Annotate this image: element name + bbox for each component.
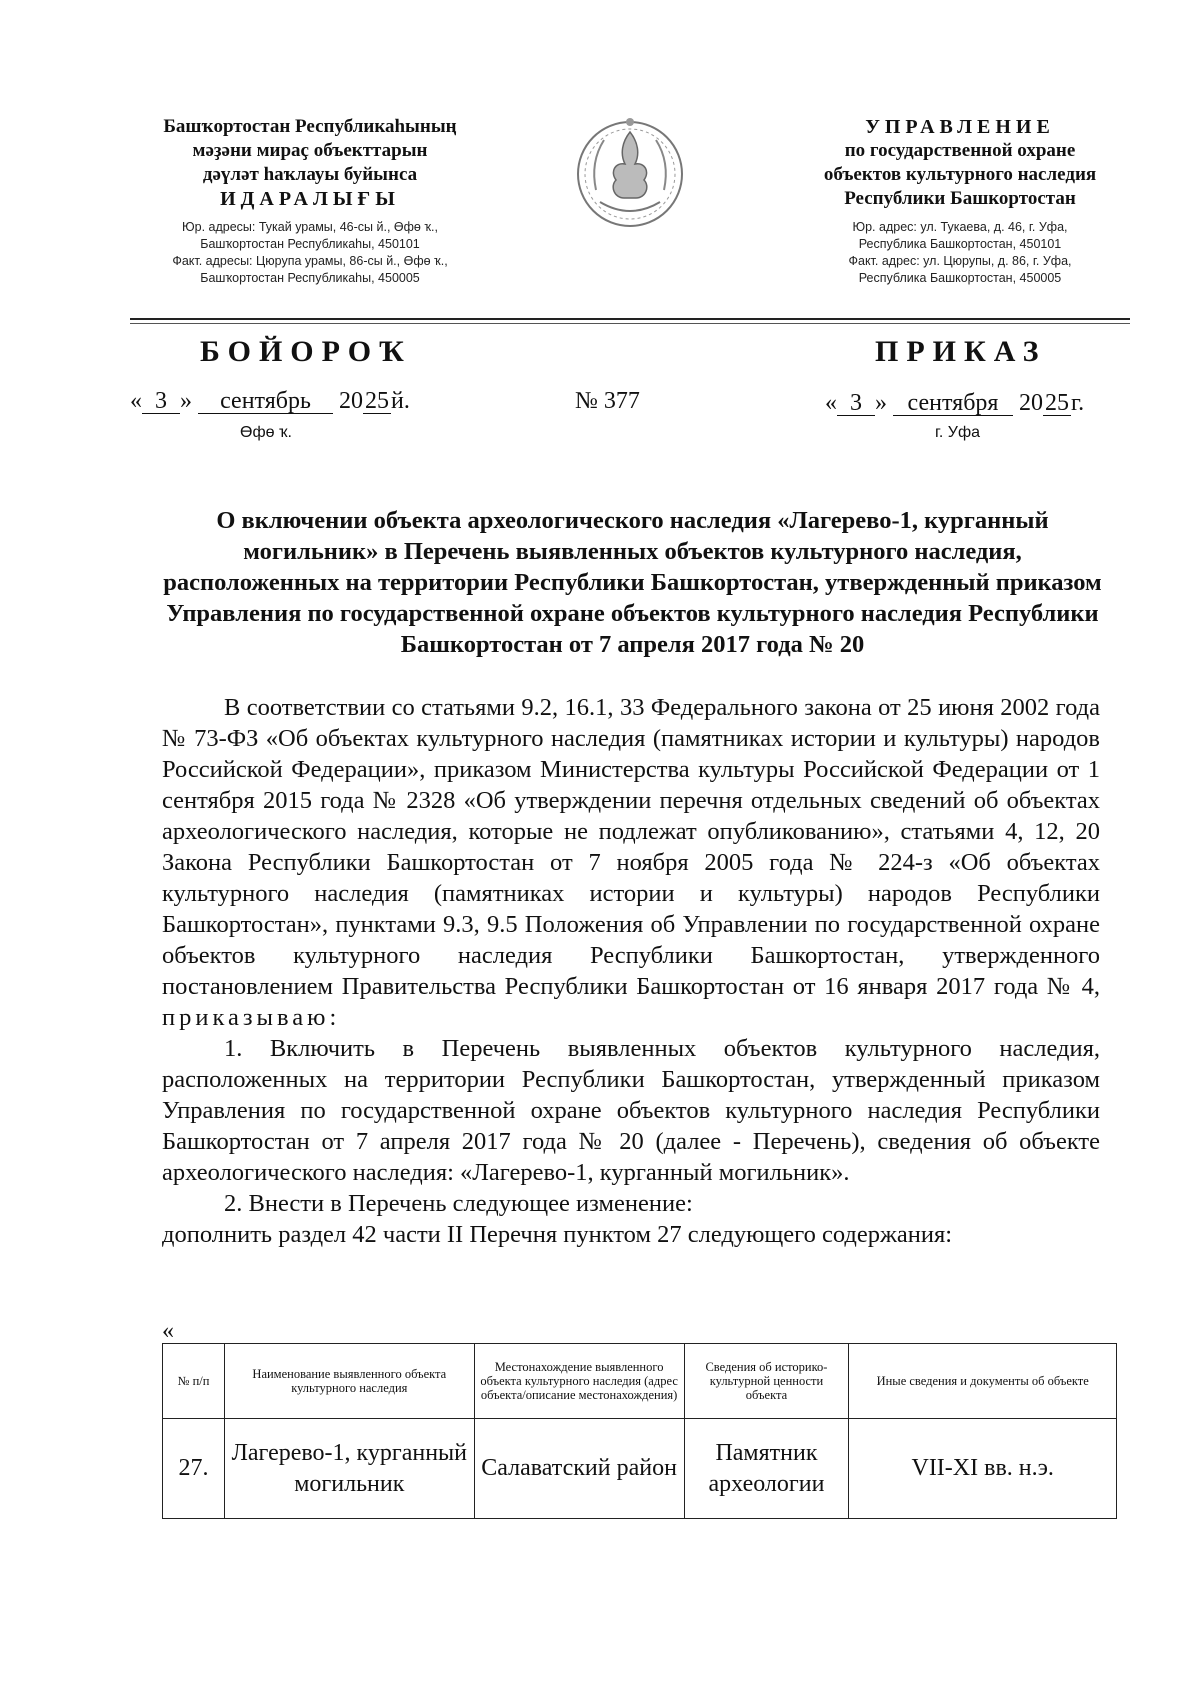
header-russian-line2: объектов культурного наследия (823, 164, 1097, 185)
address-line: Республика Башкортостан, 450005 (858, 271, 1062, 285)
order-number (575, 388, 640, 415)
column-header: Местонахождение выявленного объекта культурного наследия (адрес объекта/описание местонахождения) (474, 1344, 684, 1419)
address-line: Башҡортостан Республикаһы, 450005 (200, 271, 420, 285)
column-header: № п/п (163, 1344, 225, 1419)
order-number-value: 377 (603, 388, 640, 414)
date-suffix: г. (1071, 390, 1085, 416)
header-russian-line1: по государственной охране (844, 140, 1076, 161)
table-row (163, 1419, 1117, 1519)
table-cell-location: Салаватский район (474, 1419, 684, 1519)
quote-open-mark: « (162, 1318, 174, 1344)
date-month: сентября (893, 391, 1013, 416)
header-russian (790, 115, 1130, 287)
header-divider-thin (130, 323, 1130, 324)
header-bashkir-line2: мәҙәни мираҫ объекттарын (192, 140, 428, 161)
header-divider (130, 318, 1130, 320)
city-russian: г. Уфа (935, 424, 980, 441)
header-bashkir-title: ИДАРАЛЫҒЫ (220, 188, 400, 210)
item-1: 1. Включить в Перечень выявленных объектов культурного наследия, расположенных на территории Республики Башкортостан, утвержденный приказом Управления по государственной охране объектов культурного наследия Республики Башкортостан от 7 апреля 2017 года № 20 (далее - Перечень), сведения об объекте археологического наследия: «Лагерево-1, курганный могильник». (162, 1035, 1100, 1186)
table-header-row (163, 1344, 1117, 1419)
order-label-bashkir: БОЙОРОҠ (200, 335, 412, 368)
date-suffix: й. (391, 388, 410, 414)
date-year: 25 (365, 388, 389, 414)
city-bashkir: Өфө ҡ. (240, 424, 292, 441)
header-russian-line3: Республики Башкортостан (844, 188, 1076, 209)
table-cell-value: Памятник археологии (684, 1419, 849, 1519)
column-header: Наименование выявленного объекта культурного наследия (224, 1344, 474, 1419)
table-cell-number: 27. (163, 1419, 225, 1519)
coat-of-arms-emblem (570, 102, 690, 252)
address-line: Республика Башкортостан, 450101 (858, 237, 1062, 251)
column-header: Сведения об историко-культурной ценности объекта (684, 1344, 849, 1419)
date-year-prefix: 20 (1019, 390, 1043, 416)
order-label-russian: ПРИКАЗ (875, 335, 1047, 368)
table-cell-other: VII-XI вв. н.э. (849, 1419, 1117, 1519)
header-russian-title: УПРАВЛЕНИЕ (865, 116, 1055, 138)
quote-close: » (875, 390, 887, 416)
order-date-russian (825, 390, 1084, 417)
address-line: Башҡортостан Республикаһы, 450101 (200, 237, 420, 251)
preamble-paragraph (162, 692, 1100, 1033)
address-line: Факт. адрес: ул. Цюрупы, д. 86, г. Уфа, (848, 254, 1072, 268)
column-header: Иные сведения и документы об объекте (849, 1344, 1117, 1419)
header-bashkir-line3: дәүләт һаҡлауы буйынса (202, 164, 418, 185)
order-number-label: № (575, 388, 598, 414)
address-line: Юр. адрес: ул. Тукаева, д. 46, г. Уфа, (852, 220, 1068, 234)
order-date-bashkir (130, 388, 410, 415)
date-day: 3 (837, 391, 875, 416)
item-2-detail: дополнить раздел 42 части II Перечня пунктом 27 следующего содержания: (162, 1221, 953, 1248)
quote-open: « (130, 388, 142, 414)
preamble-text: В соответствии со статьями 9.2, 16.1, 33 Федерального закона от 25 июня 2002 года № 73-ФЗ «Об объектах культурного наследия (памятниках истории и культуры) народов Российской Федерации», приказом Министерства культуры Российской Федерации от 1 сентября 2015 года № 2328 «Об утверждении перечня отдельных сведений об объектах археологического наследия, которые не подлежат опубликованию», статьями 4, 12, 20 Закона Республики Башкортостан от 7 ноября 2005 года № 224-з «Об объектах культурного наследия (памятниках истории и культуры) народов Республики Башкортостан», пунктами 9.3, 9.5 Положения об Управлении по государственной охране объектов культурного наследия Республики Башкортостан, утвержденного постановлением Правительства Республики Башкортостан от 16 января 2017 года № 4, (162, 694, 1100, 1000)
header-russian-address (790, 219, 1130, 287)
quote-close: » (180, 388, 192, 414)
quote-open: « (825, 390, 837, 416)
date-day: 3 (142, 389, 180, 414)
header-bashkir (110, 115, 510, 287)
address-line: Юр. адресы: Тукай урамы, 46-сы й., Өфө ҡ., (182, 220, 438, 234)
address-line: Факт. адресы: Цюрупа урамы, 86-сы й., Өфө ҡ., (172, 254, 448, 268)
document-body (162, 692, 1100, 1250)
header-bashkir-line1: Башҡортостан Республикаһының (163, 116, 457, 137)
table-cell-name: Лагерево-1, курганный могильник (224, 1419, 474, 1519)
date-year: 25 (1045, 390, 1069, 416)
item-2: 2. Внести в Перечень следующее изменение: (224, 1190, 693, 1217)
document-title: О включении объекта археологического наследия «Лагерево-1, курганный могильник» в Перечень выявленных объектов культурного наследия, расположенных на территории Республики Башкортостан, утвержденный приказом Управления по государственной охране объектов культурного наследия Республики Башкортостан от 7 апреля 2017 года № 20 (163, 507, 1102, 658)
date-month: сентябрь (198, 389, 333, 414)
date-year-prefix: 20 (339, 388, 363, 414)
order-word: приказываю: (162, 1004, 341, 1031)
list-table (162, 1343, 1117, 1519)
header-bashkir-address (110, 219, 510, 287)
